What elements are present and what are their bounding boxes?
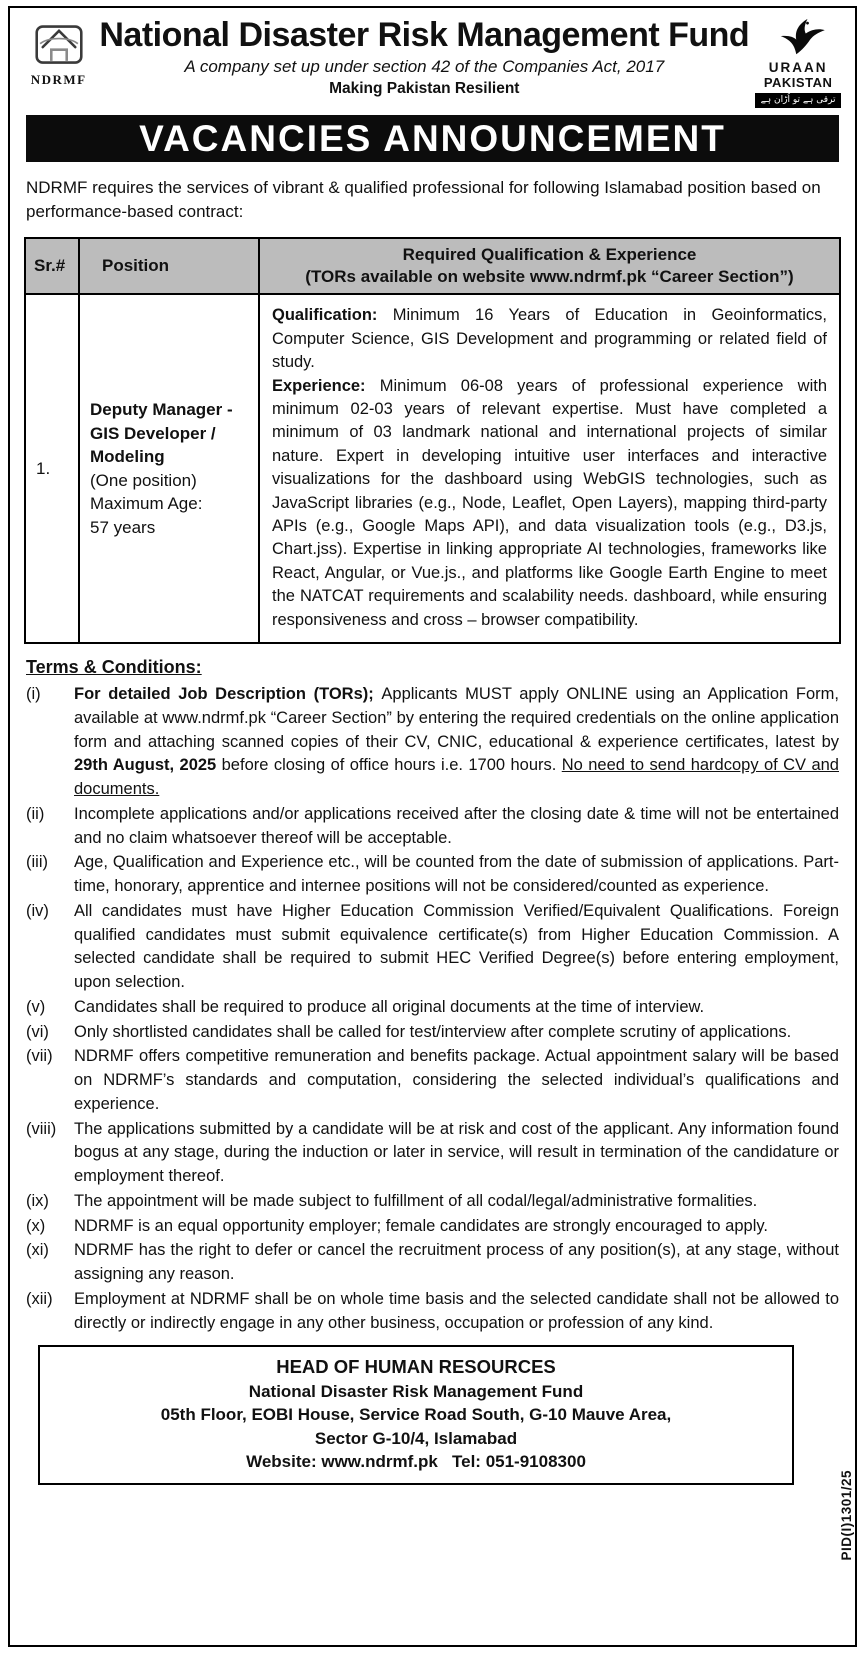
term-item (26, 1045, 839, 1116)
term-number: (ii) (26, 804, 45, 823)
footer-line: Website: www.ndrmf.pk Tel: 051-9108300 (246, 1452, 586, 1472)
cell-sr: 1. (25, 294, 79, 643)
org-subtitle: A company set up under section 42 of the Companies Act, 2017 (184, 56, 665, 76)
experience-text: Minimum 06-08 years of professional experience with minimum 02-03 years of relevant expertise. Must have completed a minimum of 03 landmark national and international projects of similar nature. Expert in developing intuitive user interfaces and interactive visualizations for the dashboard using WebGIS technologies, such as JavaScript libraries (e.g., Node, Leaflet, Open Layers), mapping third-party APIs (e.g., Google Maps API), and data visualization tools (e.g., D3.js, Chart.jss). Expertise in linking appropriate AI technologies, frameworks like React, Angular, or Vue.js., and platforms like Google Earth Engine to meet the NATCAT requirements and scalability needs. dashboard, while ensuring responsiveness and cross – browser compatibility. (272, 376, 827, 629)
term-number: (vii) (26, 1047, 53, 1066)
col-header-position: Position (79, 238, 259, 294)
col-header-qualification-line2: (TORs available on website www.ndrmf.pk “Career Section”) (305, 267, 794, 287)
footer-line: National Disaster Risk Management Fund (248, 1381, 584, 1401)
term-text: NDRMF offers competitive remuneration and benefits package. Actual appointment salary will be based on NDRMF’s standards and computation, considering the selected individual’s qualifications and experience. (74, 1047, 839, 1113)
intro-paragraph: NDRMF requires the services of vibrant & qualified professional for following Islamabad position based on performance-based contract: (26, 177, 821, 222)
term-number: (viii) (26, 1119, 57, 1138)
term-text: For detailed Job Description (TORs); Applicants MUST apply ONLINE using an Application Form, available at www.ndrmf.pk “Career Section” by entering the required credentials on the online application form and attaching scanned copies of their CV, CNIC, educational & experience certificates, latest by 29th August, 2025 before closing of office hours i.e. 1700 hours. No need to send hardcopy of CV and documents. (74, 685, 839, 799)
table-header-row (25, 238, 840, 294)
position-note: 57 years (90, 517, 156, 537)
term-number: (ix) (26, 1191, 49, 1210)
qualification-label: Qualification: (272, 306, 378, 325)
col-header-qualification (259, 238, 840, 294)
qualification-paragraph (272, 304, 827, 374)
position-note: Maximum Age: (90, 494, 203, 514)
term-number: (i) (26, 685, 41, 704)
term-number: (iii) (26, 853, 48, 872)
term-text: Only shortlisted candidates shall be called for test/interview after complete scrutiny of applications. (74, 1022, 792, 1041)
term-item (26, 1021, 839, 1045)
term-item (26, 900, 839, 995)
term-item (26, 1215, 839, 1239)
header (24, 16, 841, 108)
term-text: Incomplete applications and/or applications received after the closing date & time will not be entertained and no claim whatsoever thereof will be acceptable. (74, 804, 839, 847)
term-item (26, 1118, 839, 1189)
eagle-icon (770, 43, 826, 60)
footer-line: HEAD OF HUMAN RESOURCES (276, 1356, 556, 1378)
col-header-sr: Sr.# (25, 238, 79, 294)
term-number: (iv) (26, 901, 49, 920)
col-header-qualification-line1: Required Qualification & Experience (402, 245, 697, 265)
ndrmf-logo-label: NDRMF (30, 72, 87, 87)
term-number: (xii) (26, 1289, 53, 1308)
cell-position (79, 294, 259, 643)
org-tagline: Making Pakistan Resilient (329, 79, 520, 97)
term-item (26, 851, 839, 899)
experience-label: Experience: (272, 376, 366, 395)
qualification-text: Minimum 16 Years of Education in Geoinformatics, Computer Science, GIS Development and programming or related field of study. (272, 306, 827, 372)
footer-line: Sector G-10/4, Islamabad (314, 1428, 518, 1448)
term-text: Employment at NDRMF shall be on whole time basis and the selected candidate shall not be allowed to directly or indirectly engage in any other business, occupation or profession of any kind. (74, 1289, 839, 1332)
term-text: The appointment will be made subject to fulfillment of all codal/legal/administrative formalities. (74, 1191, 758, 1210)
header-titles (99, 16, 749, 98)
table-row (25, 294, 840, 643)
term-number: (xi) (26, 1241, 49, 1260)
footer-line: 05th Floor, EOBI House, Service Road South, G-10 Mauve Area, (160, 1405, 672, 1425)
pid-number: PID(I)1301/25 (839, 1470, 854, 1561)
ad-frame (8, 6, 857, 1647)
term-text: Candidates shall be required to produce all original documents at the time of interview. (74, 997, 705, 1016)
footer-block (38, 1345, 794, 1484)
term-item (26, 1239, 839, 1287)
vacancies-banner: VACANCIES ANNOUNCEMENT (26, 115, 839, 162)
term-number: (x) (26, 1216, 46, 1235)
term-number: (vi) (26, 1022, 49, 1041)
terms-section (24, 657, 841, 1336)
term-item (26, 996, 839, 1020)
term-number: (v) (26, 997, 46, 1016)
vacancy-table (24, 237, 841, 644)
terms-list (26, 683, 839, 1335)
ndrmf-house-icon (29, 53, 89, 70)
term-text: All candidates must have Higher Education Commission Verified/Equivalent Qualifications. Foreign qualified candidates must submit equivalence certificate(s) from Higher Education Commission. A selected candidate shall be required to submit HEC Verified Degree(s) before entering employment, upon selection. (74, 901, 839, 992)
uraan-pakistan-logo (755, 16, 841, 108)
position-title: Deputy Manager - GIS Developer / Modeling (90, 400, 233, 467)
term-item (26, 1190, 839, 1214)
term-text: NDRMF has the right to defer or cancel the recruitment process of any position(s), at any stage, without assigning any reason. (74, 1241, 839, 1284)
experience-paragraph (272, 375, 827, 633)
term-text: NDRMF is an equal opportunity employer; female candidates are strongly encouraged to apply. (74, 1216, 768, 1235)
ndrmf-logo (24, 16, 93, 88)
uraan-urdu-slogan: ترقی ہے تو اُڑان ہے (755, 93, 841, 108)
uraan-logo-line1: URAAN (768, 60, 828, 75)
term-text: Age, Qualification and Experience etc., will be counted from the date of submission of applications. Part-time, honorary, apprentice and internee positions will not be considered/counted as experience. (74, 853, 839, 896)
term-item (26, 683, 839, 802)
org-title: National Disaster Risk Management Fund (99, 16, 750, 54)
term-item (26, 1288, 839, 1336)
terms-heading: Terms & Conditions: (26, 657, 202, 678)
term-item (26, 803, 839, 851)
position-note: (One position) (90, 470, 197, 490)
uraan-logo-line2: PAKISTAN (763, 74, 833, 90)
term-text: The applications submitted by a candidate will be at risk and cost of the applicant. Any information found bogus at any stage, during the induction or later in service, will result in termination of the candidature or employment thereof. (74, 1119, 839, 1186)
cell-qualification (259, 294, 840, 643)
